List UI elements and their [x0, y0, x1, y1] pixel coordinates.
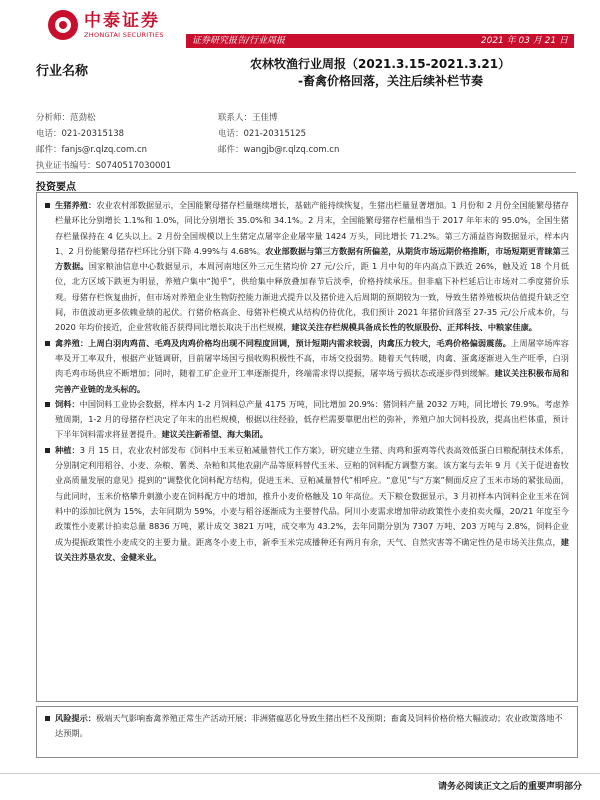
- bullet-icon: [45, 716, 50, 721]
- footer-disclaimer: 请务必阅读正文之后的重要声明部分: [437, 782, 582, 792]
- report-subtitle: -畜禽价格回落，关注后续补栏节奏: [298, 74, 483, 88]
- para-text: 国家粮油信息中心数据显示，本周河南地区外三元生猪均价 27 元/公斤，距 1 月中旬的年内高点下跌近 26%，触及近 18 个月低位，北方区域下跌更为明显，养殖户集中“抛乎”，供给集中释放叠加春节后淡季，价格持续承压。但非瘟下补栏延后让市场对二季度猪价乐观。母猪存栏恢复曲折，但市场对养殖企业生物防控能力渐进式提升以及猪价进入后周期的预期较为一致，导致生猪养殖板块估值提升缺乏空间，市值波动更多依赖业绩的起伏。行猪价格高企、母猪补栏模式从结构仍待优化，我们预计 2021 年猪价回落至 27-35 元/公斤成本价，与 2020 年均价接近，企业营收能否获得同比增长取决于出栏规模，: [55, 261, 569, 333]
- report-header: [0, 0, 600, 56]
- report-title-block: [250, 56, 576, 90]
- analyst-phone: 021-20315138: [61, 129, 125, 139]
- para-risk: [45, 711, 569, 741]
- para-planting: [45, 443, 569, 565]
- license-number: S0740517030001: [95, 161, 172, 171]
- section-title: 投资要点: [36, 182, 76, 193]
- risk-warning-box: [36, 706, 578, 758]
- contact-name: 王佳博: [252, 113, 278, 123]
- para-text: 农业农村部数据显示，全国能繁母猪存栏量继续增长，基础产能持续恢复，生猪出栏量显著增加。1 月份和 2 月份全国能繁母猪存栏量环比分别增长 1.1%和 1.0%，同比分别增长 35.0%和 34.1%。2 月末，全国能繁母猪存栏量相当于 2017 年年末的 95.0%，全国生猪存栏量保持在 4 亿头以上。2 月份全国规模以上生猪定点屠宰企业屠宰量 1424 万头，同比增长 71.2%。第三方涌益咨询数据显示，样本内 1、2 月份能繁母猪存栏环比分别下降 4.99%与 4.68%。: [55, 200, 569, 256]
- industry-category: 行业名称: [36, 64, 89, 79]
- risk-text: 极端天气影响畜禽养殖正常生产活动开展；非洲猪瘟恶化导致生猪出栏不及预期；畜禽及饲料价格价格大幅波动；农业政策落地不达预期。: [55, 713, 563, 738]
- bullet-icon: [45, 448, 50, 453]
- header-divider: [36, 172, 576, 173]
- key-points-box: [36, 192, 578, 702]
- para-highlight: 上周白羽肉鸡苗、毛鸡及肉鸡价格均出现不同程度回调，预计短期内需求较弱，肉禽压力较大，毛鸡价格偏弱震荡。: [88, 337, 512, 348]
- analyst-name: 范劲松: [70, 113, 96, 123]
- analyst-email-label: 邮件：: [36, 145, 62, 155]
- para-recommendation: 建议关注存栏规模具备成长性的牧原股份、正邦科技、中粮家佳康。: [291, 322, 537, 333]
- report-type-banner: [186, 34, 574, 48]
- bullet-icon: [45, 402, 50, 407]
- para-highlight: 农业部数据与第三方数据有所偏差，从期货市场远期价格推断，市场短期更青睐第三方数据。: [55, 245, 569, 272]
- analyst-phone-label: 电话：: [36, 129, 62, 139]
- para-recommendation: 建议关注苏垦农发、金健米业。: [55, 536, 569, 562]
- contact-email[interactable]: wangjb@r.qlzq.com.cn: [243, 145, 340, 155]
- logo-emblem-icon: [48, 10, 78, 40]
- risk-lead: 风险提示：: [55, 713, 96, 723]
- para-feed: [45, 397, 569, 443]
- logo-english-name: ZHONGTAI SECURITIES: [84, 30, 164, 39]
- analyst-email[interactable]: fanjs@r.qlzq.com.cn: [61, 145, 148, 155]
- para-lead: 饲料：: [55, 398, 80, 409]
- para-lead: 生猪养殖：: [55, 200, 97, 210]
- para-poultry: [45, 336, 569, 397]
- contact-phone-label: 电话：: [218, 129, 244, 139]
- company-logo: [48, 10, 164, 40]
- para-recommendation: 建议关注新希望、海大集团。: [161, 429, 268, 440]
- para-lead: 种植：: [55, 444, 80, 455]
- para-text: 中国饲料工业协会数据，样本内 1-2 月饲料总产量 4175 万吨，同比增加 20.9%：猪饲料产量 2032 万吨，同比增长 79.9%。考虑养殖周期，1-2 月的母猪存栏决定了年末的出栏规模，根据以往经验，低存栏需要靠肥出栏的弥补，养殖户加大饲料投放，提高出栏体重，预计下半年饲料需求将显著提升。: [55, 398, 569, 440]
- report-type: 证券研究报告/行业周报: [192, 36, 286, 46]
- analyst-label: 分析师：: [36, 113, 71, 123]
- para-text: 上周屠宰场库容率及开工率双升，根据产业链调研，目前屠宰场国亏损收购积极性不高，市场交投弱势。随着天气转暖，肉禽、蛋禽逐渐进入生产旺季，白羽肉毛鸡市场供应不断增加；同时，随着工矿企业开工率逐渐提升，终端需求得以提振，屠宰场亏损状态或逐步得到缓解。: [55, 337, 569, 379]
- contact-label: 联系人：: [218, 113, 253, 123]
- bullet-icon: [45, 341, 50, 346]
- para-recommendation: 建议关注积极布局和完善产业链的龙头标的。: [55, 368, 569, 394]
- license-label: 执业证书编号：: [36, 161, 96, 171]
- bullet-icon: [45, 203, 50, 208]
- para-hog: [45, 198, 569, 336]
- contacts-block: [36, 110, 576, 174]
- report-date: 2021 年 03 月 21 日: [480, 36, 568, 46]
- report-title: 农林牧渔行业周报（2021.3.15-2021.3.21）: [250, 57, 511, 71]
- para-lead: 禽养殖：: [55, 337, 89, 348]
- footer-divider: [0, 773, 600, 774]
- contact-phone: 021-20315125: [243, 129, 307, 139]
- para-text: 3 月 15 日，农业农村部发布《饲料中玉米豆粕减量替代工作方案》，研究建立生猪、肉鸡和蛋鸡等代表高效低蛋白日粮配制技术体系，分别制定利用稻谷、小麦、杂粮、薯类、杂粕和其他农副产品等原料替代玉米、豆粕的饲料配方调整方案。该方案与去年 9 月《关于促进畜牧业高质量发展的意见》提到的“调整优化饲料配方结构，促进玉米、豆粕减量替代”相呼应。“意见”与“方案”侧面反应了玉米市场的紧张局面，与此同时，玉米价格攀升刺激小麦在饲料配方中的增加，推升小麦价格触及 10 年高位。天下粮仓数据显示，3 月初样本内饲料企业玉米在饲料中的添加比例为 15%，去年同期为 59%，小麦与稻谷逐渐成为主要替代品。阿川小麦需求增加带动政策性小麦拍卖火爆，20/21 年度至今政策性小麦累计拍卖总量 8836 万吨，累计成交 3821 万吨，成交率为 43.2%，去年同期分别为 7307 万吨、203 万吨与 2.8%，饲料企业成为提振政策性小麦成交的主要力量。距离冬小麦上市，新季玉米完成播种还有两月有余，天气、自然灾害等不确定性仍是市场关注焦点，: [55, 444, 569, 547]
- contact-email-label: 邮件：: [218, 145, 244, 155]
- logo-chinese-name: 中泰证券: [84, 10, 160, 31]
